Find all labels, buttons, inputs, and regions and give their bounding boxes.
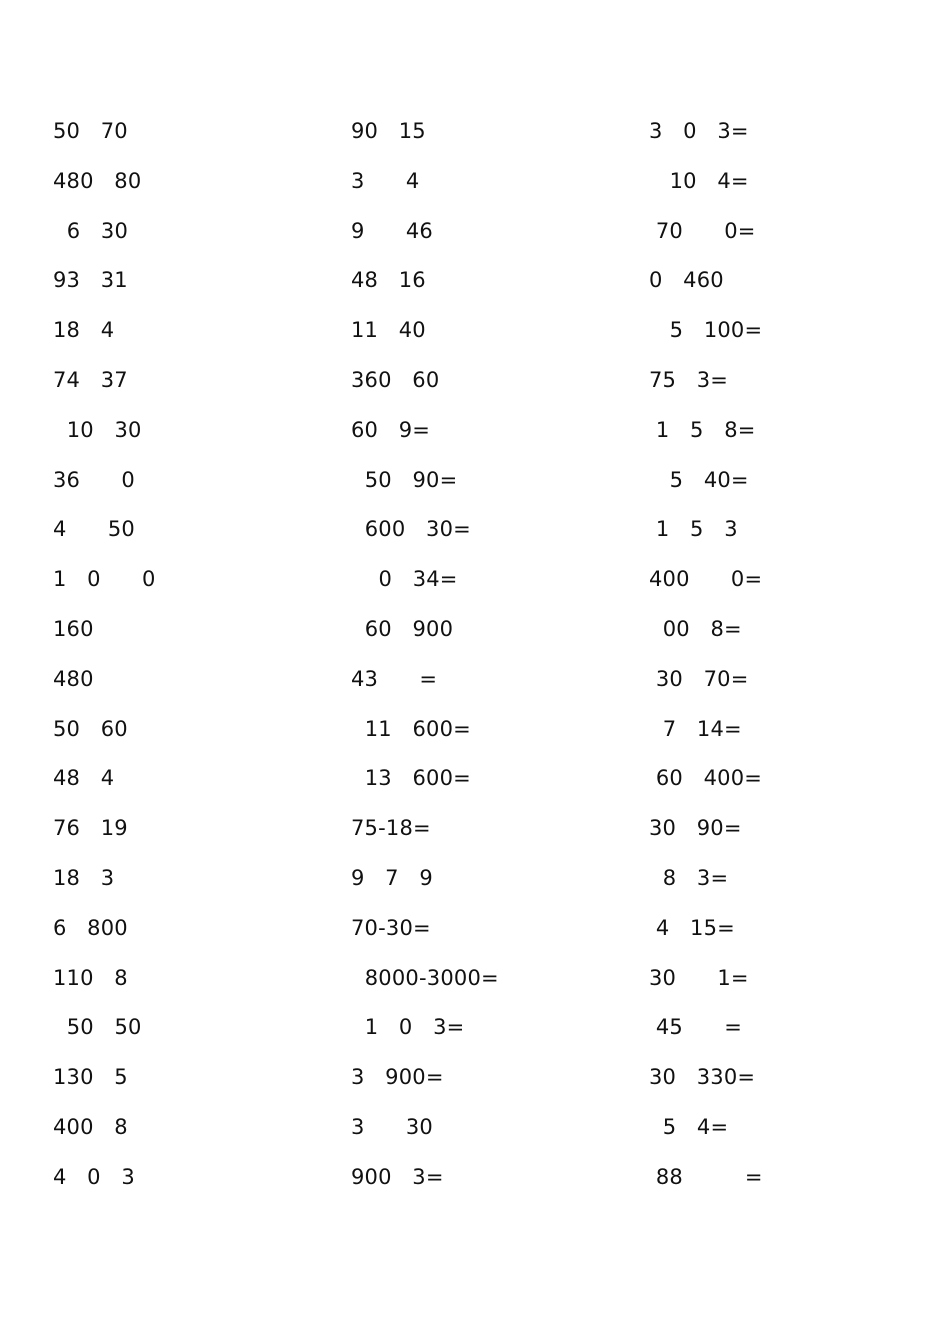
exercise-item: 360 60 bbox=[351, 367, 440, 392]
exercise-column-3 bbox=[649, 118, 763, 1214]
exercise-item: 4 0 3 bbox=[53, 1164, 135, 1189]
exercise-item: 480 bbox=[53, 666, 94, 691]
exercise-item: 50 50 bbox=[53, 1015, 142, 1040]
exercise-item: 30 1= bbox=[649, 965, 749, 990]
exercise-item: 30 330= bbox=[649, 1065, 756, 1090]
exercise-item: 6 30 bbox=[53, 218, 129, 243]
exercise-item: 480 80 bbox=[53, 168, 142, 193]
exercise-item: 8 3= bbox=[649, 865, 729, 890]
exercise-item: 10 4= bbox=[649, 168, 749, 193]
exercise-item: 1 5 3 bbox=[649, 517, 738, 542]
exercise-item: 48 16 bbox=[351, 268, 426, 293]
exercise-item: 43 = bbox=[351, 666, 438, 691]
exercise-item: 36 0 bbox=[53, 467, 135, 492]
exercise-item: 5 4= bbox=[649, 1114, 729, 1139]
exercise-item: 9 7 9 bbox=[351, 865, 433, 890]
exercise-item: 50 70 bbox=[53, 119, 128, 143]
exercise-item: 60 900 bbox=[351, 616, 454, 641]
exercise-item: 1 0 3= bbox=[351, 1015, 465, 1040]
exercise-item: 48 4 bbox=[53, 766, 115, 791]
exercise-item: 00 8= bbox=[649, 616, 742, 641]
exercise-item: 0 34= bbox=[351, 567, 458, 592]
exercise-item: 4 50 bbox=[53, 517, 135, 542]
exercise-item: 60 9= bbox=[351, 417, 431, 442]
exercise-item: 90 15 bbox=[351, 119, 426, 143]
exercise-column-2 bbox=[351, 118, 499, 1214]
exercise-item: 4 15= bbox=[649, 915, 735, 940]
exercise-item: 74 37 bbox=[53, 367, 128, 392]
exercise-item: 30 90= bbox=[649, 816, 742, 841]
exercise-item: 93 31 bbox=[53, 268, 128, 293]
exercise-item: 600 30= bbox=[351, 517, 471, 542]
exercise-item: 18 4 bbox=[53, 318, 115, 343]
exercise-item: 400 0= bbox=[649, 567, 763, 592]
exercise-item: 18 3 bbox=[53, 865, 115, 890]
exercise-item: 11 40 bbox=[351, 318, 426, 343]
exercise-item: 45 = bbox=[649, 1015, 743, 1040]
exercise-item: 3 0 3= bbox=[649, 119, 749, 143]
exercise-item: 75 3= bbox=[649, 367, 729, 392]
exercise-item: 130 5 bbox=[53, 1065, 128, 1090]
exercise-item: 900 3= bbox=[351, 1164, 444, 1189]
exercise-item: 88 = bbox=[649, 1164, 763, 1189]
exercise-item: 160 bbox=[53, 616, 94, 641]
exercise-item: 70 0= bbox=[649, 218, 756, 243]
exercise-item: 1 5 8= bbox=[649, 417, 756, 442]
exercise-item: 110 8 bbox=[53, 965, 128, 990]
exercise-column-1 bbox=[53, 118, 156, 1214]
exercise-item: 70-30= bbox=[351, 915, 431, 940]
exercise-item: 50 60 bbox=[53, 716, 128, 741]
exercise-item: 10 30 bbox=[53, 417, 142, 442]
exercise-item: 3 4 bbox=[351, 168, 420, 193]
exercise-item: 6 800 bbox=[53, 915, 128, 940]
exercise-item: 60 400= bbox=[649, 766, 763, 791]
exercise-item: 50 90= bbox=[351, 467, 458, 492]
exercise-item: 13 600= bbox=[351, 766, 471, 791]
exercise-item: 1 0 0 bbox=[53, 567, 156, 592]
exercise-item: 0 460 bbox=[649, 268, 724, 293]
exercise-item: 9 46 bbox=[351, 218, 433, 243]
exercise-item: 400 8 bbox=[53, 1114, 128, 1139]
exercise-item: 76 19 bbox=[53, 816, 128, 841]
exercise-item: 11 600= bbox=[351, 716, 471, 741]
exercise-item: 75-18= bbox=[351, 816, 431, 841]
exercise-item: 5 100= bbox=[649, 318, 763, 343]
exercise-item: 7 14= bbox=[649, 716, 742, 741]
exercise-item: 3 900= bbox=[351, 1065, 444, 1090]
exercise-item: 3 30 bbox=[351, 1114, 433, 1139]
exercise-item: 5 40= bbox=[649, 467, 749, 492]
exercise-item: 8000-3000= bbox=[351, 965, 499, 990]
exercise-item: 30 70= bbox=[649, 666, 749, 691]
